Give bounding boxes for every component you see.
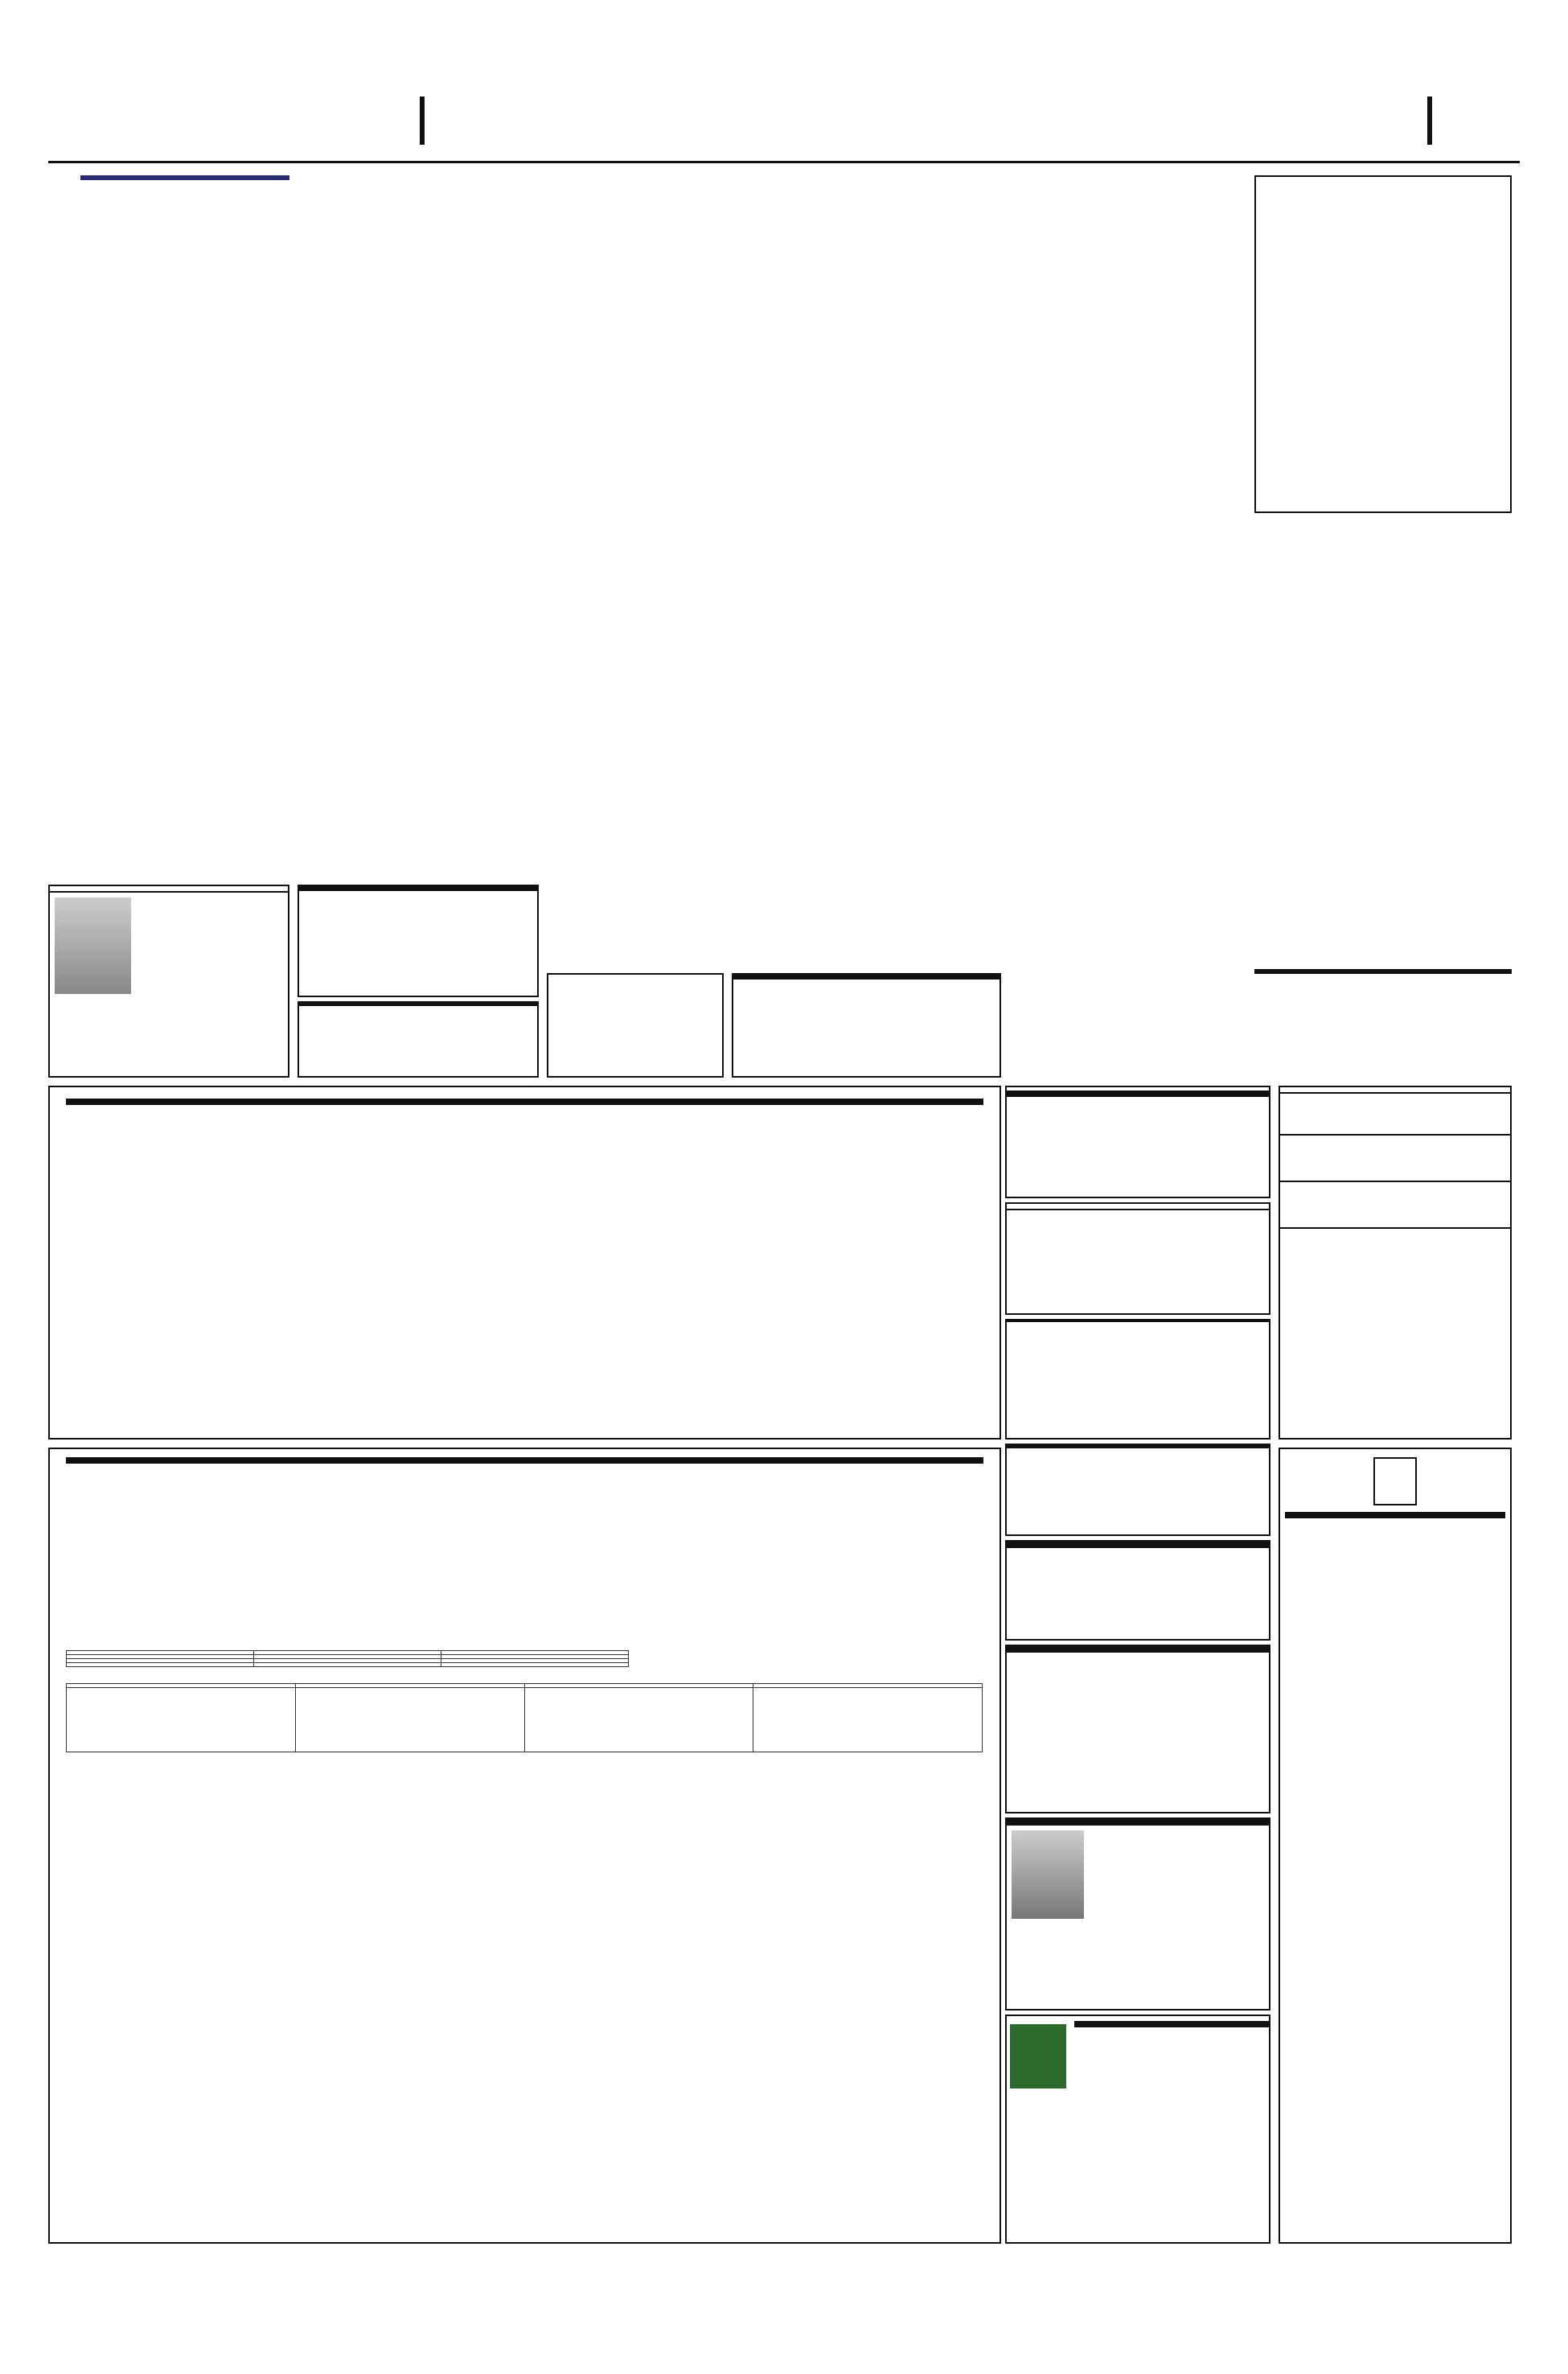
sonali2-banner	[66, 1457, 983, 1464]
sonali1-banner	[66, 1099, 983, 1105]
lead-story	[302, 175, 1001, 561]
table-cell	[753, 1688, 983, 1752]
ad-dealer-body	[1007, 1653, 1269, 1715]
ad-hafez-body	[299, 1006, 537, 1043]
nikhoj-photo	[55, 897, 131, 994]
story-husband	[48, 613, 289, 870]
ad-dealer-title	[1007, 1646, 1269, 1653]
table-cell	[295, 1688, 524, 1752]
ad-work-permit	[1005, 1319, 1270, 1440]
ad-hafez	[298, 1001, 539, 1078]
story-magura	[1254, 518, 1512, 759]
ad-chikitsa-title	[733, 975, 999, 980]
story-fire-main-visible	[1254, 175, 1512, 513]
ek-polok-item2-text	[48, 370, 289, 466]
ad-intra-intro	[1280, 1094, 1510, 1134]
masthead-divider	[420, 97, 425, 145]
story-teacher	[547, 844, 1001, 965]
ad-satarkikaran-body	[1089, 1826, 1269, 1940]
story-fish	[1254, 764, 1512, 965]
nikhoj-body	[136, 893, 288, 999]
ad-ielts	[547, 973, 724, 1078]
nikhoj	[48, 885, 289, 1078]
sonali2-table2	[66, 1683, 983, 1752]
ad-intra-apply	[1280, 1264, 1510, 1320]
ad-takwa	[1005, 2015, 1270, 2244]
story-magura-body	[1254, 521, 1512, 642]
ad-takwa-product	[1010, 2024, 1066, 2089]
story-munshiganj-body	[1005, 972, 1246, 1012]
ad-intra-box	[1279, 1086, 1512, 1440]
ad-llb	[1005, 1444, 1270, 1536]
table-cell	[524, 1688, 753, 1752]
ad-intra-post1-text	[1280, 1136, 1510, 1181]
ad-intra-title	[1280, 1087, 1510, 1094]
ad-satarkikaran-photo	[1012, 1830, 1084, 1919]
ugc-forms	[1280, 1583, 1510, 1589]
ek-polok-label	[80, 175, 289, 180]
ugc-logo-icon	[1373, 1457, 1417, 1505]
story-fish-body	[1254, 767, 1512, 880]
ad-chikitsa	[732, 973, 1001, 1078]
story-fire-body	[1256, 183, 1510, 425]
story-jubo	[547, 555, 1001, 844]
masthead	[48, 80, 1520, 169]
ek-polok	[48, 175, 289, 610]
ad-dealer	[1005, 1645, 1270, 1813]
sonali2-table	[66, 1650, 629, 1667]
protibad-title	[1254, 969, 1512, 974]
sonali1	[48, 1086, 1001, 1440]
story-husband-body	[48, 616, 289, 793]
table-cell	[441, 1663, 629, 1667]
ad-tripura	[1005, 1202, 1270, 1315]
story-jubo-body	[547, 558, 1001, 751]
ad-cyprus	[1005, 1086, 1270, 1198]
story-teacher-body	[547, 848, 1001, 912]
sonali2	[48, 1448, 1001, 2244]
section-divider	[1427, 97, 1432, 145]
ad-satarkikaran-title	[1007, 1819, 1269, 1826]
story-munshiganj-compact	[1005, 969, 1246, 1082]
ad-intra-post3-text	[1280, 1229, 1510, 1264]
ad-intra-post2-text	[1280, 1182, 1510, 1227]
nikhoj-title	[50, 886, 288, 893]
ad-takwa-title	[1074, 2021, 1269, 2027]
masthead-rule	[48, 161, 1520, 163]
ek-polok-item1-text	[48, 185, 289, 370]
story-badi-body	[302, 566, 535, 775]
table-cell	[67, 1663, 254, 1667]
ugc-intro	[1280, 1525, 1510, 1583]
ad-satarkikaran	[1005, 1817, 1270, 2011]
ad-cyprus-title	[1007, 1090, 1269, 1097]
ad-tripura-title	[1007, 1204, 1269, 1210]
table-row	[67, 1688, 983, 1752]
ad-pesha-title	[1007, 1542, 1269, 1548]
story-badi	[302, 563, 535, 869]
ad-healthcare	[298, 885, 539, 997]
ad-work-permit-body	[1007, 1322, 1269, 1356]
table-cell	[254, 1663, 441, 1667]
ugc-submit	[1280, 1589, 1510, 1596]
table-cell	[67, 1688, 296, 1752]
ad-llb-teacher	[1007, 1445, 1269, 1448]
sonali1-body	[50, 1113, 999, 1258]
table-row	[67, 1663, 629, 1667]
ad-pesha	[1005, 1540, 1270, 1641]
ugc-box	[1279, 1448, 1512, 2244]
ad-takwa-body	[1007, 2092, 1269, 2179]
sonali2-body	[50, 1472, 999, 1642]
lead-body	[302, 182, 1001, 439]
ugc-banner	[1285, 1512, 1505, 1518]
ad-healthcare-body	[299, 891, 537, 954]
